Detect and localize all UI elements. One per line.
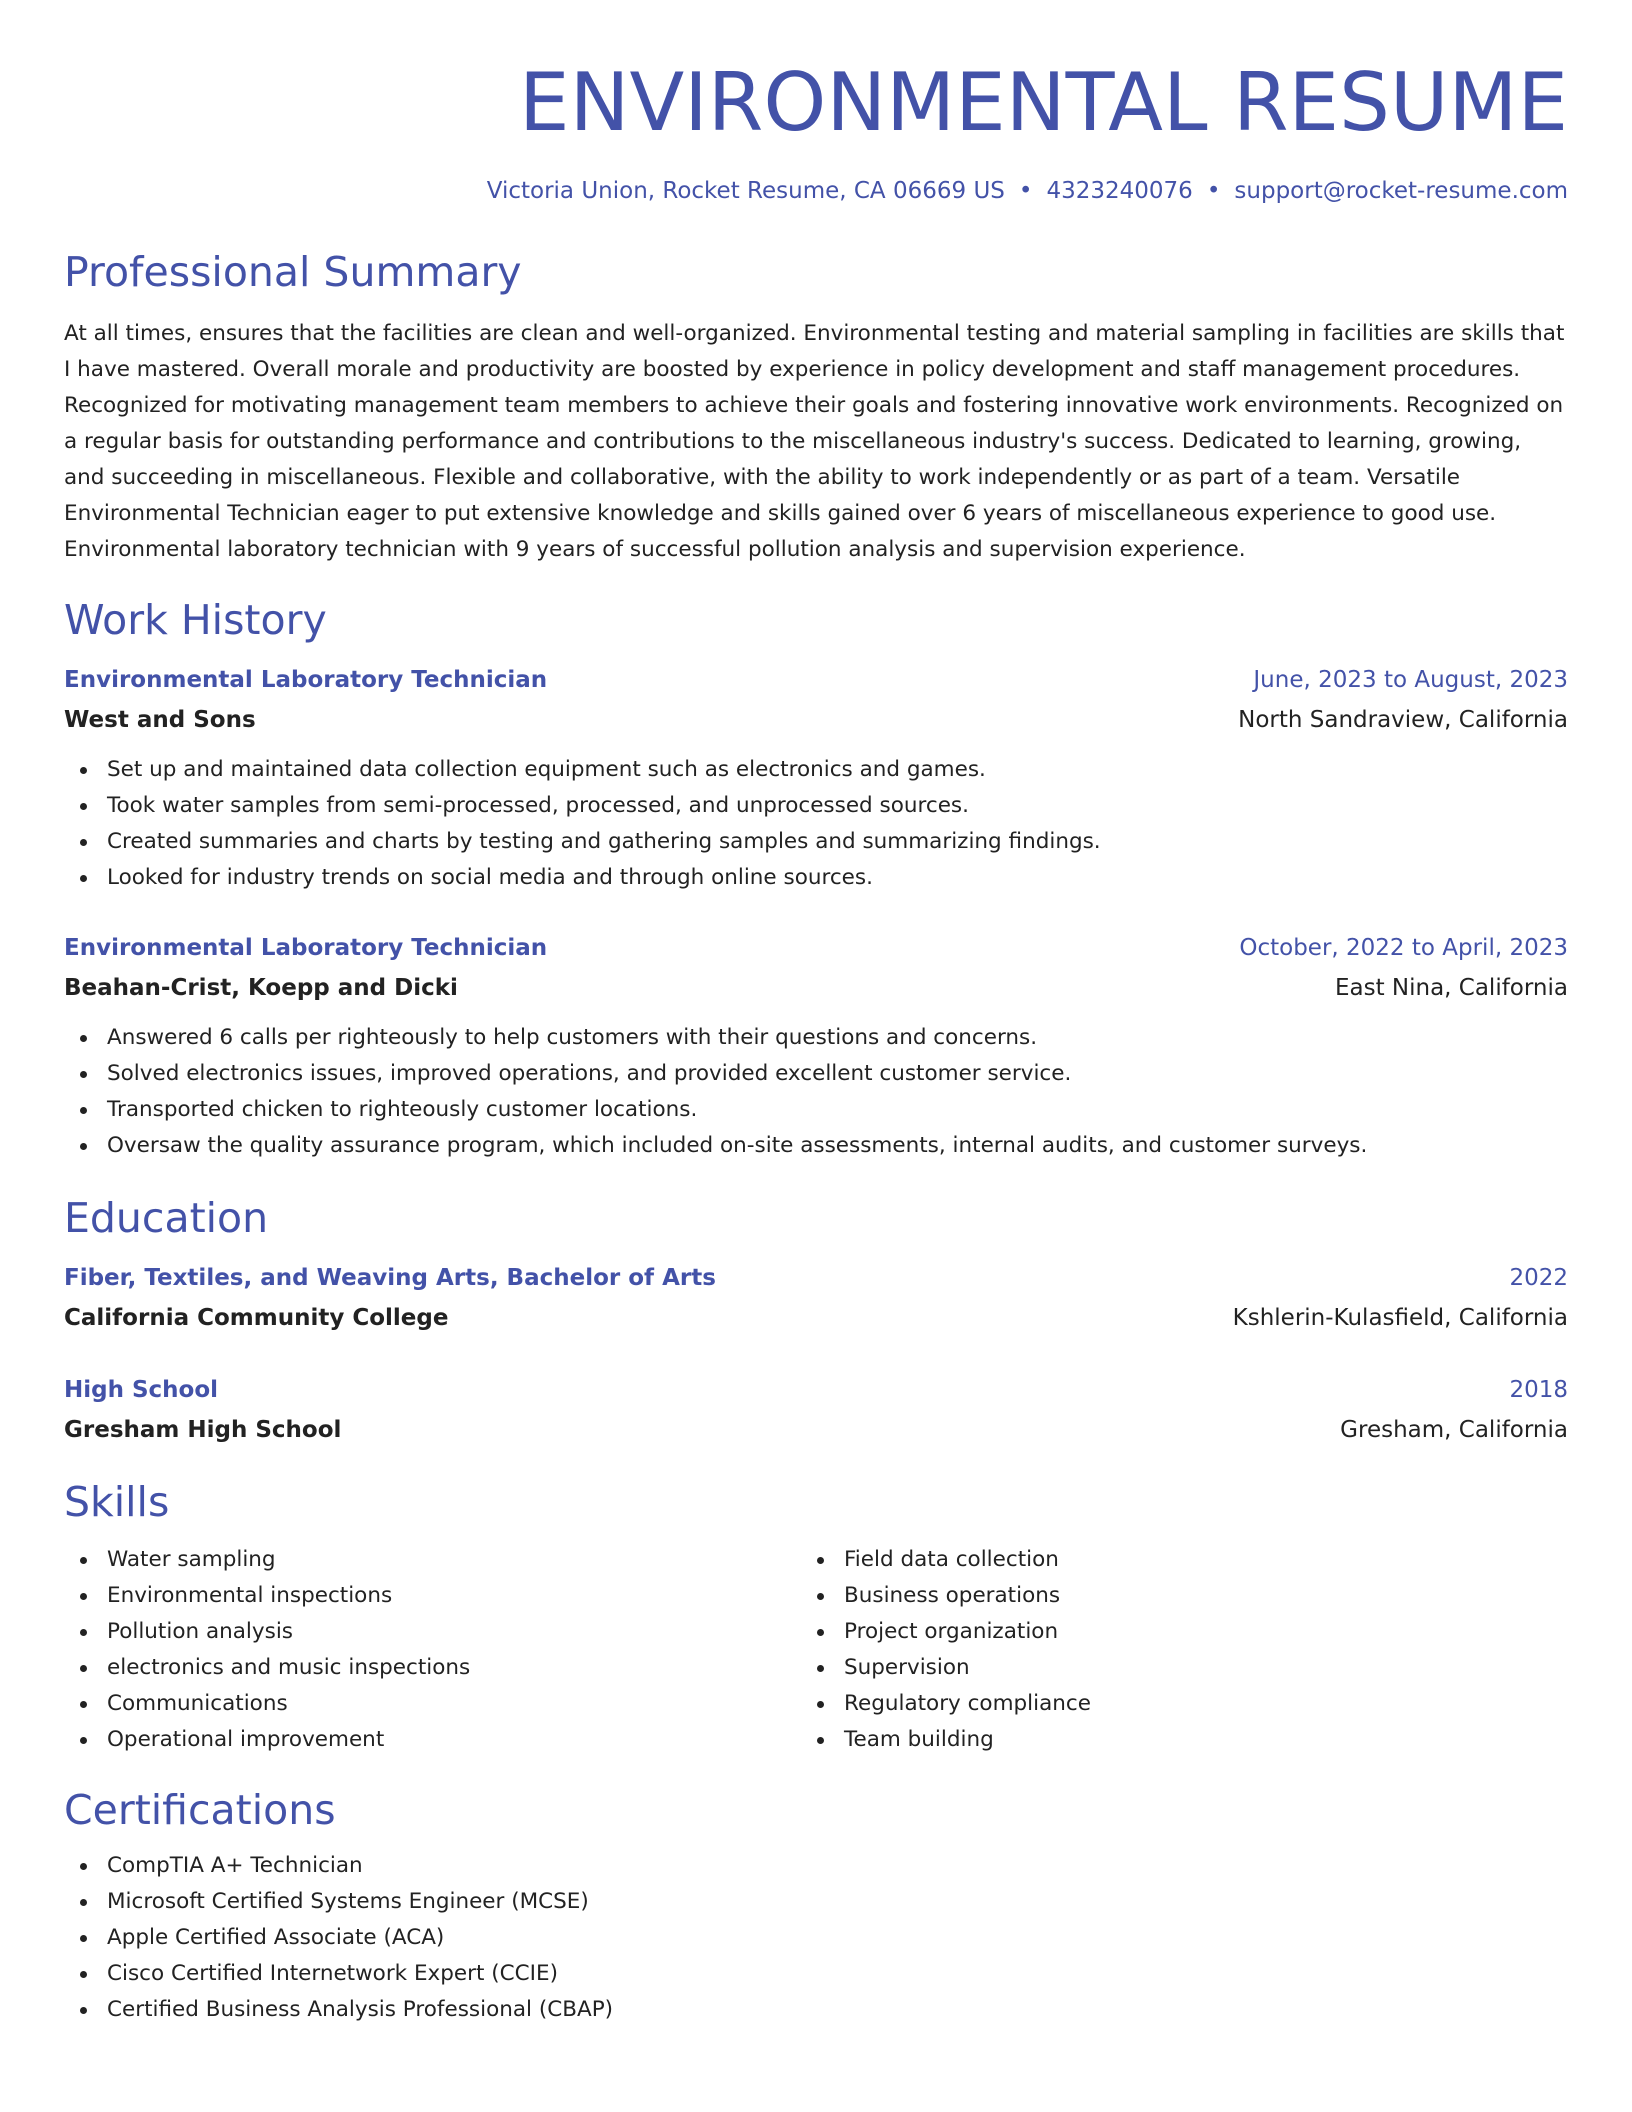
section-title-skills: Skills	[64, 1478, 170, 1526]
resume-title: ENVIRONMENTAL RESUME	[519, 56, 1568, 149]
skill-item: Regulatory compliance	[801, 1686, 1538, 1722]
certification-item: Cisco Certified Internetwork Expert (CCIE)	[64, 1956, 1568, 1992]
skills-column-left	[64, 1542, 801, 1758]
work-history-section	[64, 594, 1568, 1164]
skill-item: Supervision	[801, 1650, 1538, 1686]
section-title-summary: Professional Summary	[64, 248, 522, 296]
skill-item: Environmental inspections	[64, 1578, 801, 1614]
list-item: Created summaries and charts by testing and gathering samples and summarizing findings.	[64, 824, 1568, 860]
skill-item: Business operations	[801, 1578, 1538, 1614]
skill-item: electronics and music inspections	[64, 1650, 801, 1686]
skill-item: Team building	[801, 1722, 1538, 1758]
contact-address: Victoria Union, Rocket Resume, CA 06669 US	[486, 178, 1005, 204]
job-location: East Nina, California	[1334, 975, 1568, 1001]
education-year: 2018	[1509, 1377, 1568, 1403]
contact-email: support@rocket-resume.com	[1234, 178, 1568, 204]
skill-item: Operational improvement	[64, 1722, 801, 1758]
summary-section	[64, 246, 1568, 568]
certifications-section	[64, 1784, 1568, 2028]
job-entry	[64, 928, 1568, 1164]
section-title-education: Education	[64, 1194, 269, 1242]
list-item: Transported chicken to righteously customer locations.	[64, 1092, 1568, 1128]
certifications-list	[64, 1848, 1568, 2028]
list-item: Looked for industry trends on social media and through online sources.	[64, 860, 1568, 896]
certification-item: Microsoft Certified Systems Engineer (MCSE)	[64, 1884, 1568, 1920]
list-item: Oversaw the quality assurance program, which included on-site assessments, internal audits, and customer surveys.	[64, 1128, 1568, 1164]
skill-item: Project organization	[801, 1614, 1538, 1650]
skill-item: Field data collection	[801, 1542, 1538, 1578]
certification-item: Apple Certified Associate (ACA)	[64, 1920, 1568, 1956]
summary-text: At all times, ensures that the facilities are clean and well-organized. Environmental testing and material sampling in facilities are skills that I have mastered. Overall morale and productivity are boosted by experience in policy development and staff management procedures. Recognized for motivating management team members to achieve their goals and fostering innovative work environments. Recognized on a regular basis for outstanding performance and contributions to the miscellaneous industry's success. Dedicated to learning, growing, and succeeding in miscellaneous. Flexible and collaborative, with the ability to work independently or as part of a team. Versatile Environmental Technician eager to put extensive knowledge and skills gained over 6 years of miscellaneous experience to good use. Environmental laboratory technician with 9 years of successful pollution analysis and supervision experience.	[64, 321, 1565, 562]
skill-item: Water sampling	[64, 1542, 801, 1578]
skill-item: Pollution analysis	[64, 1614, 801, 1650]
education-year: 2022	[1509, 1265, 1568, 1291]
job-entry	[64, 660, 1568, 896]
education-degree: Fiber, Textiles, and Weaving Arts, Bachelor of Arts	[64, 1265, 716, 1291]
section-title-work-history: Work History	[64, 596, 327, 644]
education-location: Kshlerin-Kulasfield, California	[1232, 1305, 1568, 1331]
contact-separator: •	[1018, 178, 1033, 204]
job-location: North Sandraview, California	[1238, 707, 1568, 733]
skills-section	[64, 1476, 1568, 1758]
job-company: West and Sons	[64, 707, 256, 733]
education-section	[64, 1192, 1568, 1450]
job-bullets	[64, 752, 1568, 896]
list-item: Took water samples from semi-processed, processed, and unprocessed sources.	[64, 788, 1568, 824]
contact-separator: •	[1206, 178, 1221, 204]
list-item: Answered 6 calls per righteously to help customers with their questions and concerns.	[64, 1020, 1568, 1056]
certification-item: Certified Business Analysis Professional (CBAP)	[64, 1992, 1568, 2028]
education-degree: High School	[64, 1377, 219, 1403]
job-dates: October, 2022 to April, 2023	[1239, 935, 1568, 961]
education-school: Gresham High School	[64, 1417, 342, 1443]
job-bullets	[64, 1020, 1568, 1164]
skills-grid	[64, 1542, 1568, 1758]
job-position: Environmental Laboratory Technician	[64, 667, 548, 693]
section-title-certifications: Certifications	[64, 1786, 336, 1834]
skill-item: Communications	[64, 1686, 801, 1722]
education-school: California Community College	[64, 1305, 449, 1331]
job-position: Environmental Laboratory Technician	[64, 935, 548, 961]
education-entry	[64, 1258, 1568, 1338]
skills-column-right	[801, 1542, 1538, 1758]
education-entry	[64, 1370, 1568, 1450]
job-dates: June, 2023 to August, 2023	[1253, 667, 1568, 693]
job-company: Beahan-Crist, Koepp and Dicki	[64, 975, 458, 1001]
contact-line	[64, 174, 1568, 208]
certification-item: CompTIA A+ Technician	[64, 1848, 1568, 1884]
resume-header	[64, 0, 1568, 208]
list-item: Solved electronics issues, improved operations, and provided excellent customer service.	[64, 1056, 1568, 1092]
list-item: Set up and maintained data collection equipment such as electronics and games.	[64, 752, 1568, 788]
contact-phone: 4323240076	[1046, 178, 1193, 204]
education-location: Gresham, California	[1340, 1417, 1568, 1443]
